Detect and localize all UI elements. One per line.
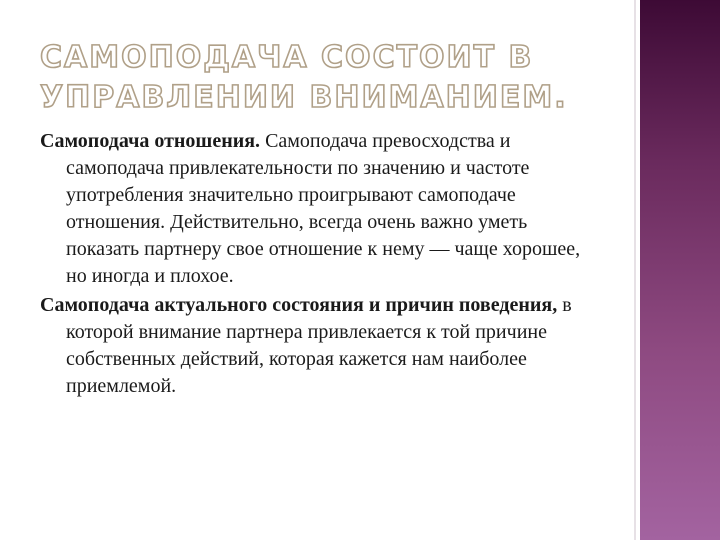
decorative-side-band [640, 0, 720, 540]
side-divider [634, 0, 636, 540]
slide-title: САМОПОДАЧА СОСТОИТ В УПРАВЛЕНИИ ВНИМАНИЕМ. [40, 40, 568, 115]
paragraph-self-presentation-attitude [40, 128, 600, 290]
paragraph-heading: Самоподача отношения. [40, 130, 261, 152]
paragraph-self-presentation-state [40, 292, 600, 400]
slide-body [40, 128, 600, 402]
paragraph-text: в которой внимание партнера привлекается к той причине собственных действий, которая кажется нам наиболее приемлемой. [66, 294, 572, 397]
paragraph-heading: Самоподача актуального состояния и причин поведения, [40, 294, 558, 316]
paragraph-text: Самоподача превосходства и самоподача привлекательности по значению и частоте употребления значительно проигрывают самоподаче отношения. Действительно, всегда очень важно уметь показать партнеру свое отношение к нему — чаще хорошее, но иногда и плохое. [66, 130, 581, 287]
